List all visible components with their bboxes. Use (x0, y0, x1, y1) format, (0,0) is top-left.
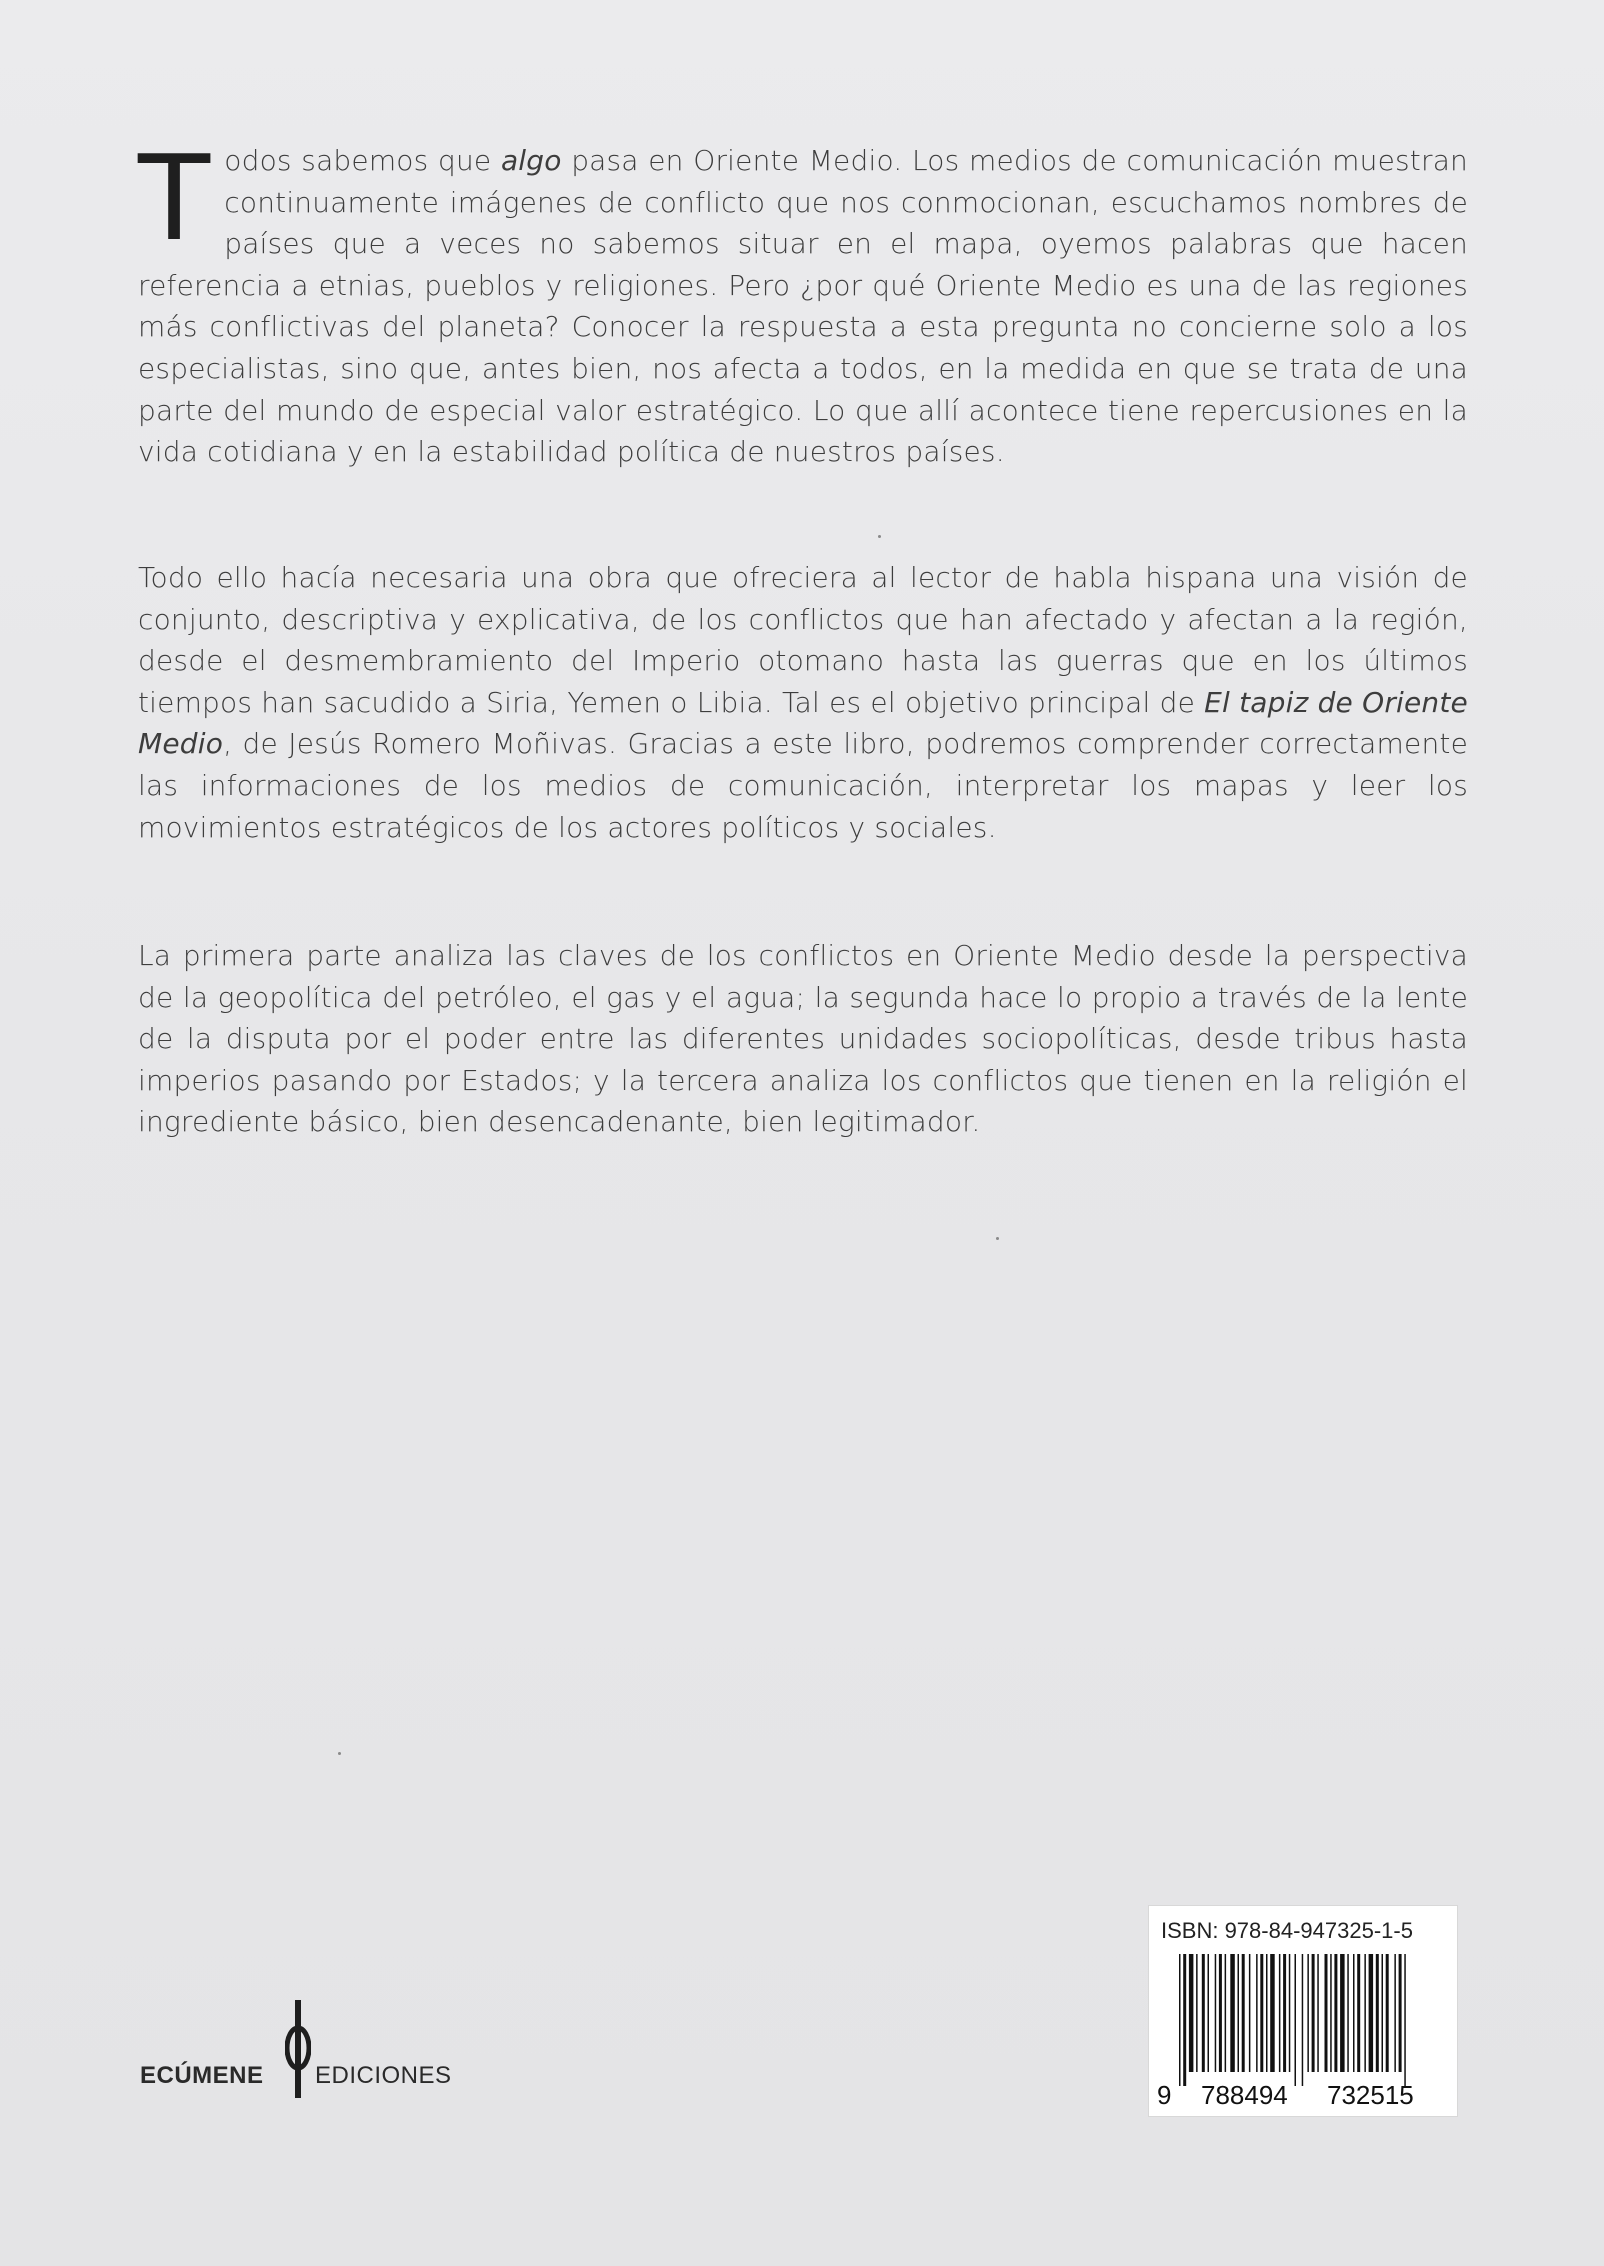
barcode-bar (1317, 1954, 1319, 2072)
barcode-bar (1183, 1954, 1186, 2086)
barcode-bar (1353, 1954, 1355, 2072)
synopsis-paragraph-3 (138, 935, 1468, 1143)
barcode-bar (1386, 1954, 1389, 2072)
dust-speck (878, 535, 881, 538)
barcode-bar (1325, 1954, 1328, 2072)
drop-cap: T (138, 129, 211, 267)
barcode-bar (1399, 1954, 1402, 2072)
barcode-bar (1404, 1954, 1406, 2086)
barcode-bar (1330, 1954, 1332, 2072)
barcode-bar (1376, 1954, 1379, 2072)
barcode-bar (1196, 1954, 1198, 2072)
barcode-bar (1369, 1954, 1374, 2072)
barcode-bar (1270, 1954, 1275, 2072)
isbn-label: ISBN: 978-84-947325-1-5 (1161, 1918, 1413, 1943)
barcode-bar (1302, 1954, 1304, 2086)
barcode-digits: 732515 (1327, 2080, 1414, 2110)
barcode-bar (1364, 1954, 1366, 2072)
barcode-bar (1307, 1954, 1309, 2072)
book-title-italic: El tapiz de Oriente Medio (138, 685, 1468, 761)
barcode-bar (1289, 1954, 1291, 2072)
paragraph-2-text-end: , de Jesús Romero Moñivas. Gracias a este libro, podremos comprender correctamente las informaciones de los medios de comunicación, interpretar los mapas y leer los movimientos estratégicos de los actores políticos y sociales. (138, 727, 1468, 844)
isbn-barcode-block (1148, 1905, 1458, 2117)
barcode-bar (1256, 1954, 1258, 2072)
barcode-bar (1357, 1954, 1360, 2072)
barcode-bar (1189, 1954, 1194, 2072)
barcode-bar (1279, 1954, 1281, 2072)
paragraph-3-text: La primera parte analiza las claves de los conflictos en Oriente Medio desde la perspectiva de la geopolítica del petróleo, el gas y el agua; la segunda hace lo propio a través de la lente de la disputa por el poder entre las diferentes unidades sociopolíticas, desde tribus hasta imperios pasando por Estados; y la tercera analiza los conflictos que tienen en la religión el ingrediente básico, bien desencadenante, bien legitimador. (138, 939, 1468, 1139)
paragraph-2-text-start: Todo ello hacía necesaria una obra que ofreciera al lector de habla hispana una visión de conjunto, descriptiva y explicativa, de los conflictos que han afectado y afectan a la región, desde el desmembramiento del Imperio otomano hasta las guerras que en los últimos tiempos han sacudido a Siria, Yemen o Libia. Tal es el objetivo principal de (138, 561, 1468, 719)
barcode-digits: 9 (1157, 2080, 1172, 2110)
barcode-bar (1283, 1954, 1286, 2072)
dust-speck (996, 1237, 999, 1240)
barcode-bar (1179, 1954, 1181, 2086)
synopsis-paragraph-2 (138, 557, 1468, 848)
barcode-bar (1312, 1954, 1315, 2072)
barcode-bar (1242, 1954, 1245, 2072)
publisher-name-left: ECÚMENE (140, 2062, 264, 2089)
barcode-bar (1394, 1954, 1396, 2072)
barcode-bar (1295, 1954, 1297, 2086)
dust-speck (338, 1752, 341, 1755)
barcode-bar (1266, 1954, 1268, 2072)
barcode-bar (1219, 1954, 1222, 2072)
barcode-bar (1334, 1954, 1337, 2072)
barcode-bar (1260, 1954, 1263, 2072)
barcode-digits: 788494 (1201, 2080, 1288, 2110)
publisher-logo (140, 2000, 560, 2100)
barcode-bar (1340, 1954, 1345, 2072)
barcode-bar (1382, 1954, 1384, 2072)
paragraph-1-text-end: pasa en Oriente Medio. Los medios de comunicación muestran continuamente imágenes de conflicto que nos conmocionan, escuchamos nombres de países que a veces no sabemos situar en el mapa, oyemos palabras que hacen referencia a etnias, pueblos y religiones. Pero ¿por qué Oriente Medio es una de las regiones más conflictivas del planeta? Conocer la respuesta a esta pregunta no concierne solo a los especialistas, sino que, antes bien, nos afecta a todos, en la medida en que se trata de una parte del mundo de especial valor estratégico. Lo que allí acontece tiene repercusiones en la vida cotidiana y en la estabilidad política de nuestros países. (138, 144, 1469, 469)
publisher-name-right: EDICIONES (315, 2062, 452, 2089)
barcode-bar (1208, 1954, 1210, 2072)
barcode-bar (1215, 1954, 1217, 2072)
synopsis-paragraph-1 (138, 129, 1469, 473)
barcode-bar (1202, 1954, 1205, 2072)
barcode (1149, 1906, 1457, 2116)
barcode-bar (1238, 1954, 1240, 2072)
paragraph-1-italic: algo (500, 144, 562, 177)
phi-logo-icon (285, 2000, 311, 2098)
barcode-bar (1230, 1954, 1235, 2072)
paragraph-1-text-start: odos sabemos que (224, 144, 501, 177)
barcode-bar (1249, 1954, 1251, 2072)
barcode-bar (1347, 1954, 1349, 2072)
barcode-bar (1225, 1954, 1227, 2072)
